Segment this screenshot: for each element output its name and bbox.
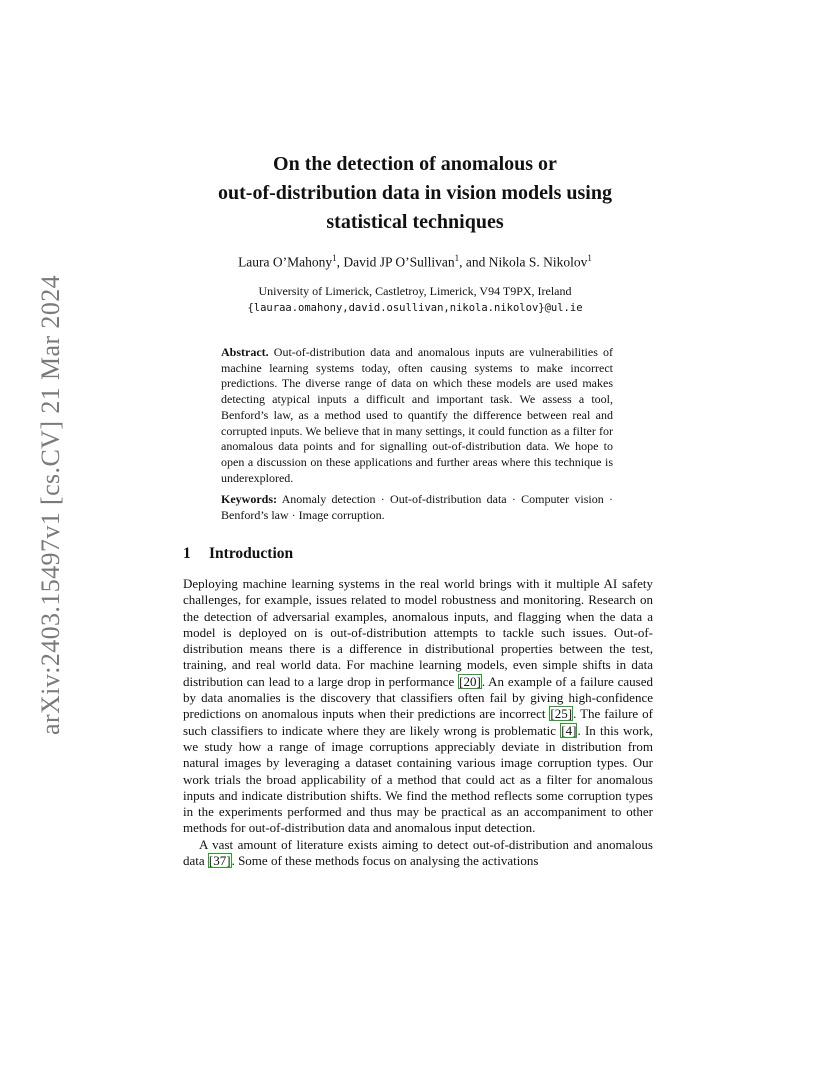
- keywords-text: Anomaly detection · Out-of-distribution data · Computer vision · Benford’s law · Image corruption.: [221, 492, 613, 522]
- author-emails: {lauraa.omahony,david.osullivan,nikola.nikolov}@ul.ie: [247, 302, 583, 314]
- section-title: Introduction: [209, 545, 294, 562]
- abstract-text: Out-of-distribution data and anomalous inputs are vulnerabilities of machine learning systems today, often causing systems to make incorrect predictions. The diverse range of data on which these models are used makes detecting atypical inputs a difficult and important task. We assess a tool, Benford’s law, as a method used to quantify the difference between real and corrupted inputs. We believe that in many settings, it could function as a filter for anomalous data points and for signalling out-of-distribution data. We hope to open a discussion on these applications and further areas where this technique is underexplored.: [221, 345, 613, 485]
- title-line: out-of-distribution data in vision models using: [218, 182, 612, 204]
- affiliation-mark: 1: [332, 253, 337, 263]
- author-name: Laura O’Mahony: [238, 254, 333, 270]
- citation-link[interactable]: [25]: [550, 706, 573, 722]
- abstract: [221, 345, 613, 486]
- paragraph-text: . The failure of such classifiers to indicate where they are likely wrong is problematic: [183, 706, 653, 738]
- author-list: [160, 253, 670, 271]
- paragraph-text: . In this work, we study how a range of image corruptions appreciably deviate in distribution from natural images by leveraging a dataset containing various image corruption types. Our work trials the broad applicability of a method that could act as a filter for anomalous inputs and indicate distribution shifts. We find the method reflects some corruption types in the experiments performed and thus may be practical as an accompaniment to other methods for out-of-distribution data and anomalous input detection.: [183, 722, 653, 836]
- citation-link[interactable]: [20]: [459, 673, 481, 689]
- paragraph-text: Deploying machine learning systems in the real world brings with it multiple AI safety challenges, for example, issues related to model robustness and monitoring. Research on the detection of adversarial examples, anomalous inputs, and flagging when the data a model is deployed on is out-of-distribution attempts to tackle such issues. Out-of-distribution means there is a difference in distributional properties between the test, training, and real world data. For machine learning models, even simple shifts in data distribution can lead to a large drop in performance: [183, 576, 653, 689]
- citation-link[interactable]: [4]: [561, 722, 577, 738]
- keywords-label: Keywords:: [221, 492, 277, 506]
- paragraph: [183, 837, 653, 870]
- arxiv-identifier-stamp: arXiv:2403.15497v1 [cs.CV] 21 Mar 2024: [36, 274, 65, 735]
- institution: University of Limerick, Castletroy, Limerick, V94 T9PX, Ireland: [258, 284, 572, 298]
- paper-title: [160, 150, 670, 237]
- citation-link[interactable]: [37]: [208, 853, 231, 869]
- paragraph-text: . Some of these methods focus on analysing the activations: [231, 853, 539, 869]
- section-body: [183, 576, 653, 869]
- section-number: 1: [183, 545, 191, 562]
- abstract-label: Abstract.: [221, 345, 269, 359]
- affiliation-mark: 1: [454, 253, 460, 263]
- paragraph: [183, 576, 653, 837]
- paragraph-text: . An example of a failure caused by data anomalies is the discovery that classifiers often fail by giving high-confidence predictions on anomalous inputs when their predictions are incorrect: [183, 673, 653, 722]
- author-name: Nikola S. Nikolov: [488, 254, 588, 270]
- paragraph-text: A vast amount of literature exists aiming to detect out-of-distribution and anomalous data: [183, 836, 653, 869]
- affiliation-block: [160, 283, 670, 317]
- author-separator: ,: [336, 254, 344, 270]
- author-name: David JP O’Sullivan: [343, 254, 455, 270]
- author-separator: , and: [459, 254, 489, 270]
- title-line: On the detection of anomalous or: [273, 153, 557, 175]
- affiliation-mark: 1: [587, 253, 592, 263]
- title-line: statistical techniques: [326, 211, 504, 233]
- keywords: [221, 492, 613, 523]
- section-heading: [183, 545, 293, 563]
